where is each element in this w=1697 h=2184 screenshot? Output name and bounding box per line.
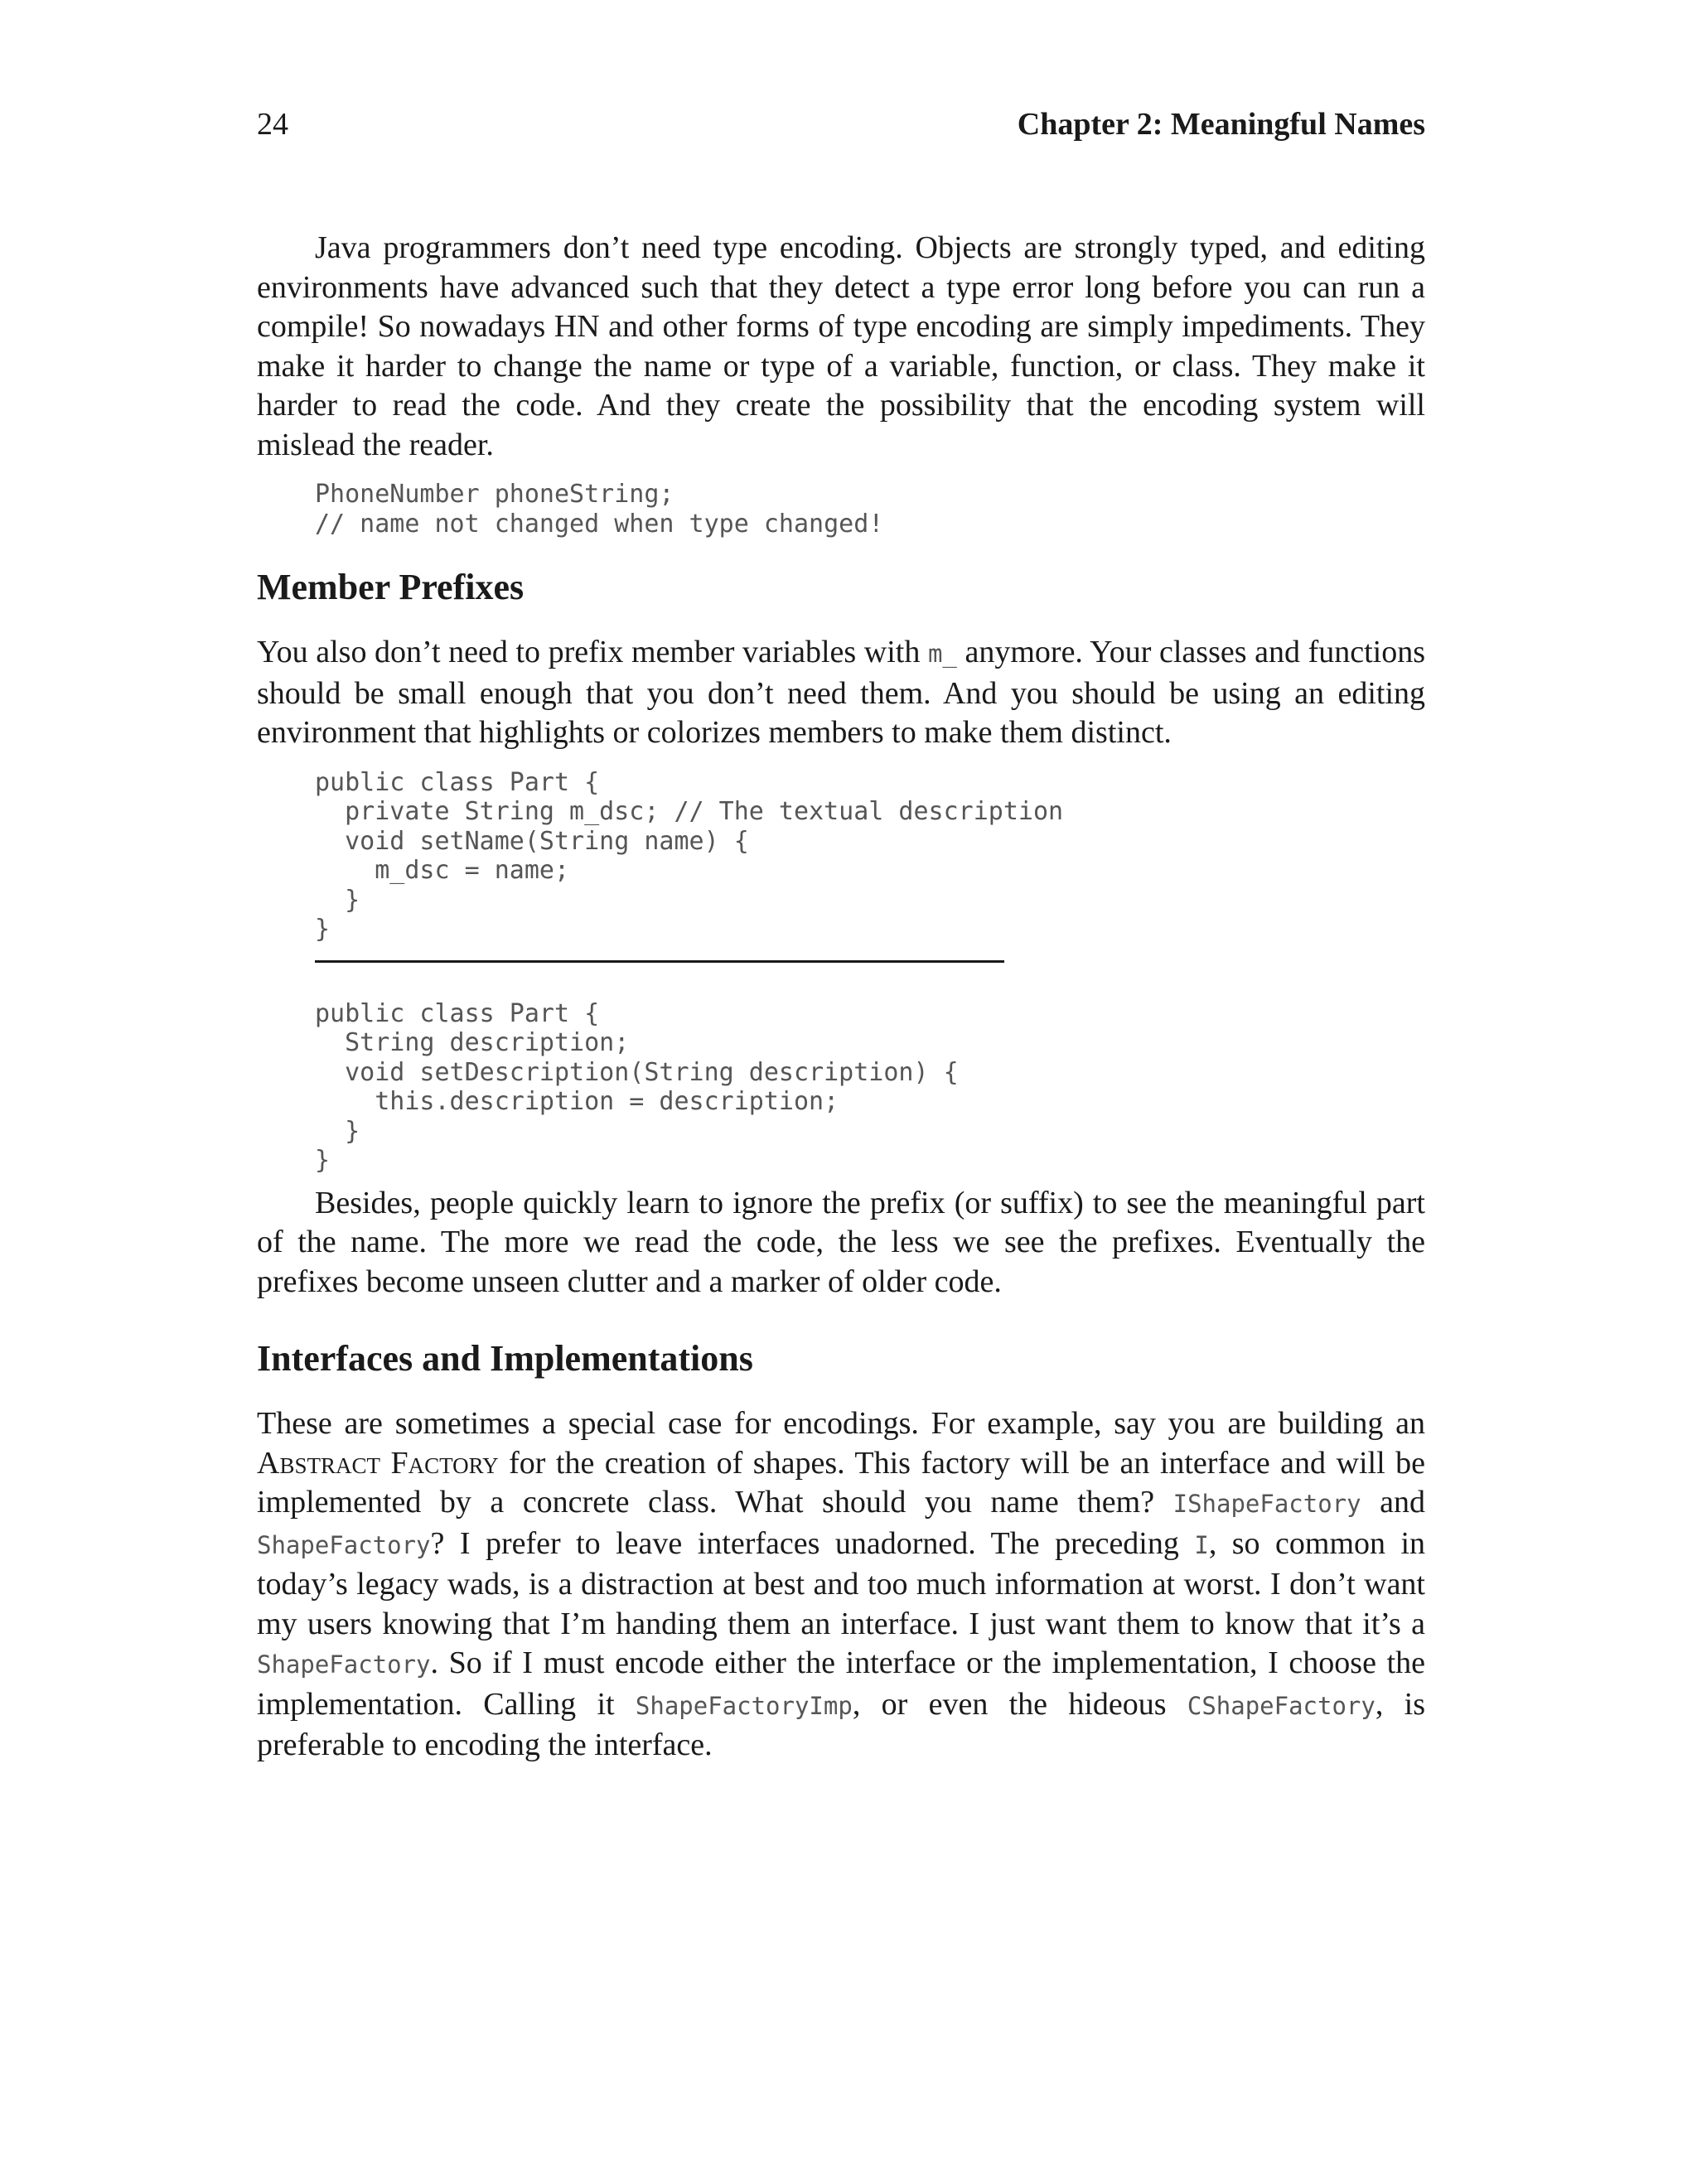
inline-code: IShapeFactory [1172,1490,1361,1518]
paragraph-member-prefixes [257,633,1425,753]
page-content [257,229,1425,1766]
text: , so common in today’s legacy wads, is a distraction at best and too much information at worst. I don’t want my users knowing that I’m handing them an interface. I just want them to know that it’s a [257,1525,1426,1641]
text: , or even the hideous [852,1686,1167,1722]
text: . So if I must encode either the interface or the implementation, I choose the implementation. Calling it [257,1645,1425,1722]
text: ? I prefer to leave interfaces unadorned. The preceding [430,1525,1179,1561]
code-divider [315,960,1004,963]
paragraph-besides: Besides, people quickly learn to ignore the prefix (or suffix) to see the meaningful part of the name. The more we read the code, the less we see the prefixes. Eventually the prefixes become unseen clutter and a marker of older code. [257,1185,1425,1299]
text: These are sometimes a special case for encodings. For example, say you are building an [257,1406,1425,1441]
text: , is preferable to encoding the interface. [257,1686,1426,1762]
heading-member-prefixes: Member Prefixes [257,567,525,607]
text: You also don’t need to prefix member variables with [257,635,921,669]
text: anymore. Your classes and functions should be small enough that you don’t need them. And you should be using an editing environment that highlights or colorizes members to make them distinct. [257,635,1425,750]
chapter-title: Chapter 2: Meaningful Names [1017,107,1425,142]
code-part-without-prefix: public class Part { String description; void setDescription(String description) { this.description = description; } } [315,998,959,1175]
page-header [257,106,1425,156]
text: and [1380,1485,1426,1520]
paragraph-interfaces [257,1404,1425,1766]
code-part-with-prefix: public class Part { private String m_dsc; // The textual description void setName(String name) { m_dsc = name; } } [315,767,1064,944]
inline-code: ShapeFactory [257,1650,431,1679]
inline-code: I [1194,1530,1209,1559]
heading-interfaces-implementations: Interfaces and Implementations [257,1338,753,1379]
inline-code: CShapeFactory [1187,1691,1375,1720]
text: for the creation of shapes. This factory will be an interface and will be implemented by a concrete class. What should you name them? [257,1445,1425,1520]
code-phone-number: PhoneNumber phoneString; // name not changed when type changed! [315,480,884,539]
paragraph-type-encoding: Java programmers don’t need type encoding. Objects are strongly typed, and editing environments have advanced such that they detect a type error long before you can run a compile! So nowadays HN and other forms of type encoding are simply impediments. They make it harder to change the name or type of a variable, function, or class. They make it harder to read the code. And they create the possibility that the encoding system will mislead the reader. [257,230,1425,462]
inline-code: ShapeFactoryImp [635,1691,853,1720]
page-number: 24 [257,107,288,142]
inline-code: ShapeFactory [257,1530,431,1559]
inline-code: m_ [927,640,957,668]
pattern-name: Abstract Factory [257,1445,499,1481]
